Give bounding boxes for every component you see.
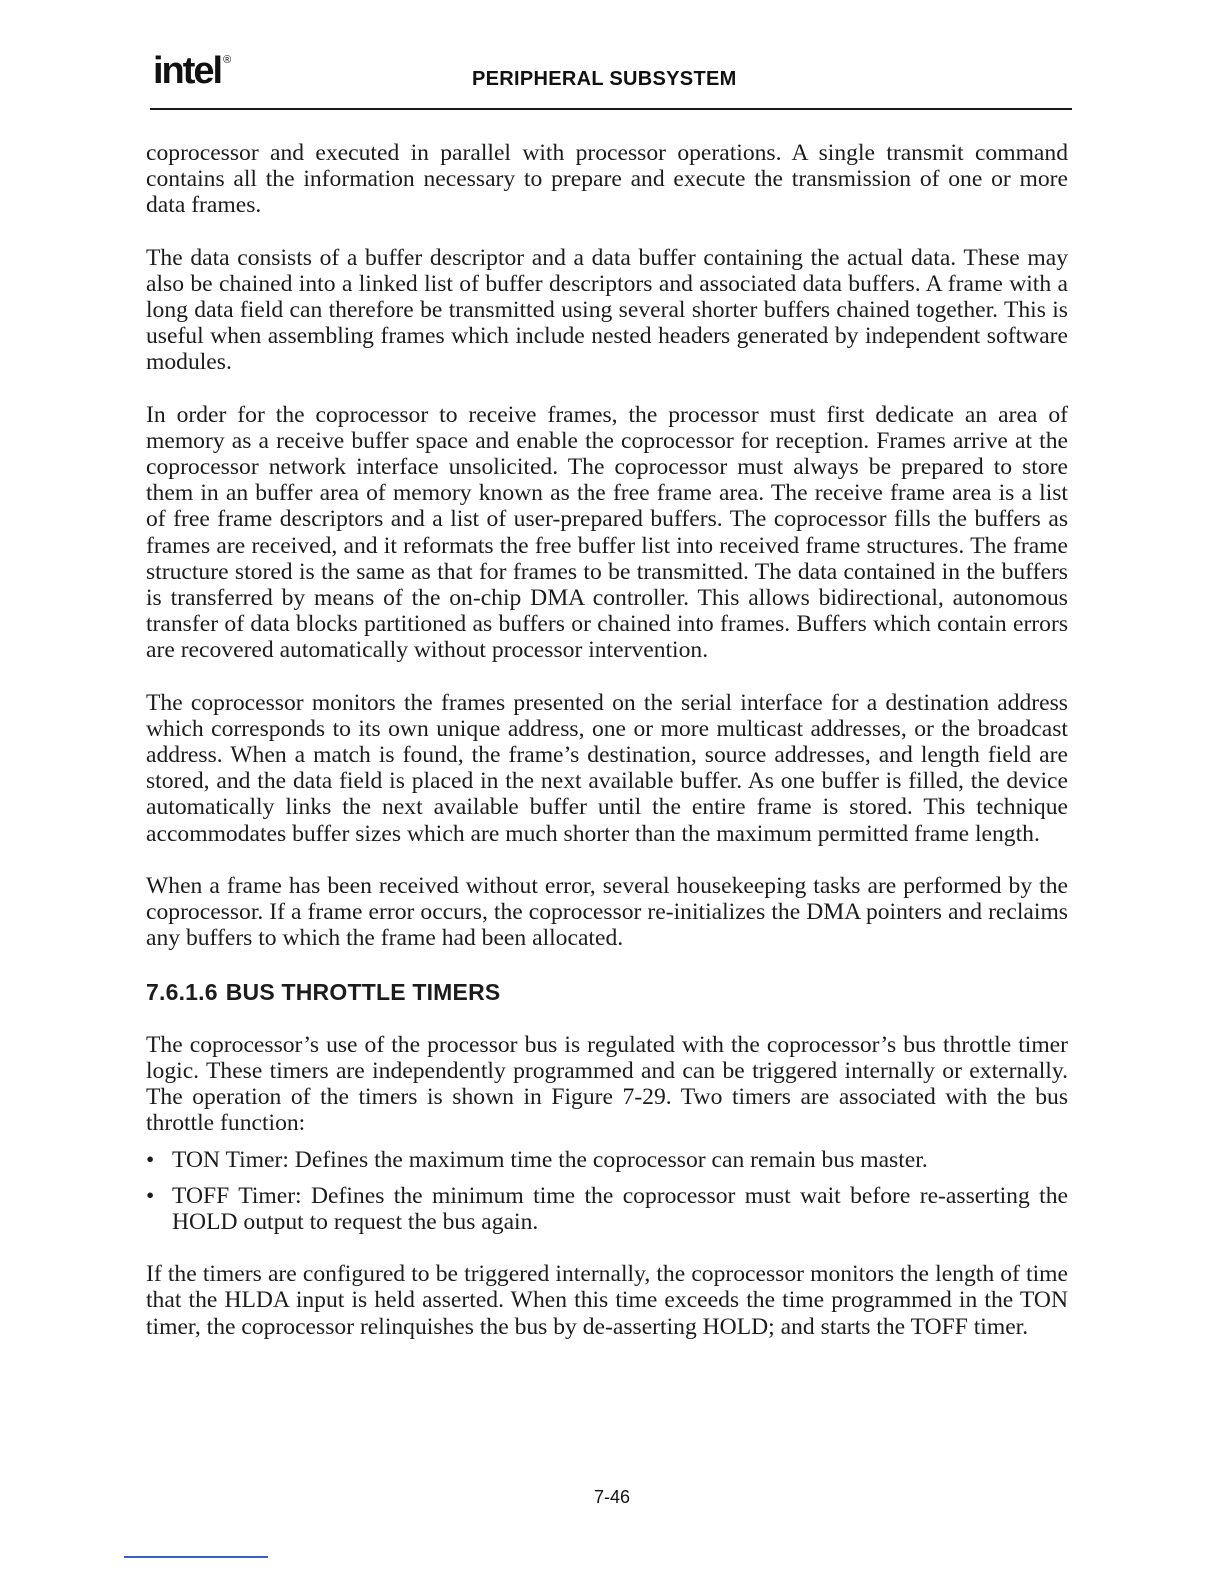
page-body	[146, 140, 1068, 1366]
bullet-item	[146, 1147, 1068, 1173]
section-intro: The coprocessor’s use of the processor bus is regulated with the coprocessor’s bus throttle timer logic. These timers are independently programmed and can be triggered internally or externally. The operation of the timers is shown in Figure 7-29. Two timers are associated with the bus throttle function:	[146, 1031, 1068, 1137]
paragraph: The data consists of a buffer descriptor and a data buffer containing the actual data. These may also be chained into a linked list of buffer descriptors and associated data buffers. A frame with a long data field can therefore be transmitted using several shorter buffers chained together. This is useful when assembling frames which include nested headers generated by independent software modules.	[146, 244, 1068, 376]
intel-logo	[153, 50, 232, 93]
section-title: BUS THROTTLE TIMERS	[225, 979, 501, 1006]
footer-rule	[124, 1556, 268, 1558]
section-number: 7.6.1.6	[146, 979, 218, 1006]
bullet-item	[146, 1183, 1068, 1235]
section-heading	[146, 979, 1068, 1005]
paragraph: The coprocessor monitors the frames presented on the serial interface for a destination address which corresponds to its own unique address, one or more multicast addresses, or the broadcast address. When a match is found, the frame’s destination, source addresses, and length field are stored, and the data field is placed in the next available buffer. As one buffer is filled, the device automatically links the next available buffer until the entire frame is stored. This technique accommodates buffer sizes which are much shorter than the maximum permitted frame length.	[146, 689, 1068, 847]
bullet-icon: •	[146, 1146, 155, 1173]
bullet-text: TOFF Timer: Defines the minimum time the coprocessor must wait before re-asserting the HOLD output to request the bus again.	[172, 1182, 1068, 1235]
bullet-icon: •	[146, 1182, 155, 1209]
running-header-title: PERIPHERAL SUBSYSTEM	[472, 68, 737, 90]
paragraph: coprocessor and executed in parallel with processor operations. A single transmit command contains all the information necessary to prepare and execute the transmission of one or more data frames.	[146, 140, 1068, 219]
logo-text: intel	[153, 50, 222, 92]
bullet-text: TON Timer: Defines the maximum time the coprocessor can remain bus master.	[172, 1146, 928, 1173]
page-header	[150, 48, 1072, 110]
closing-paragraph: If the timers are configured to be triggered internally, the coprocessor monitors the length of time that the HLDA input is held asserted. When this time exceeds the time programmed in the TON timer, the coprocessor relinquishes the bus by de-asserting HOLD; and starts the TOFF timer.	[146, 1261, 1068, 1340]
page-number: 7-46	[593, 1487, 631, 1507]
paragraph: In order for the coprocessor to receive frames, the processor must first dedicate an area of memory as a receive buffer space and enable the coprocessor for reception. Frames arrive at the coprocessor network interface unsolicited. The coprocessor must always be prepared to store them in an buffer area of memory known as the free frame area. The receive frame area is a list of free frame descriptors and a list of user-prepared buffers. The coprocessor fills the buffers as frames are received, and it reformats the free buffer list into received frame structures. The frame structure stored is the same as that for frames to be transmitted. The data contained in the buffers is transferred by means of the on-chip DMA controller. This allows bidirectional, autonomous transfer of data blocks partitioned as buffers or chained into frames. Buffers which contain errors are recovered automatically without processor intervention.	[146, 401, 1068, 664]
registered-mark: ®	[223, 54, 232, 66]
paragraph: When a frame has been received without error, several housekeeping tasks are performed by the coprocessor. If a frame error occurs, the coprocessor re-initializes the DMA pointers and reclaims any buffers to which the frame had been allocated.	[146, 872, 1068, 952]
bullet-list	[146, 1147, 1068, 1236]
